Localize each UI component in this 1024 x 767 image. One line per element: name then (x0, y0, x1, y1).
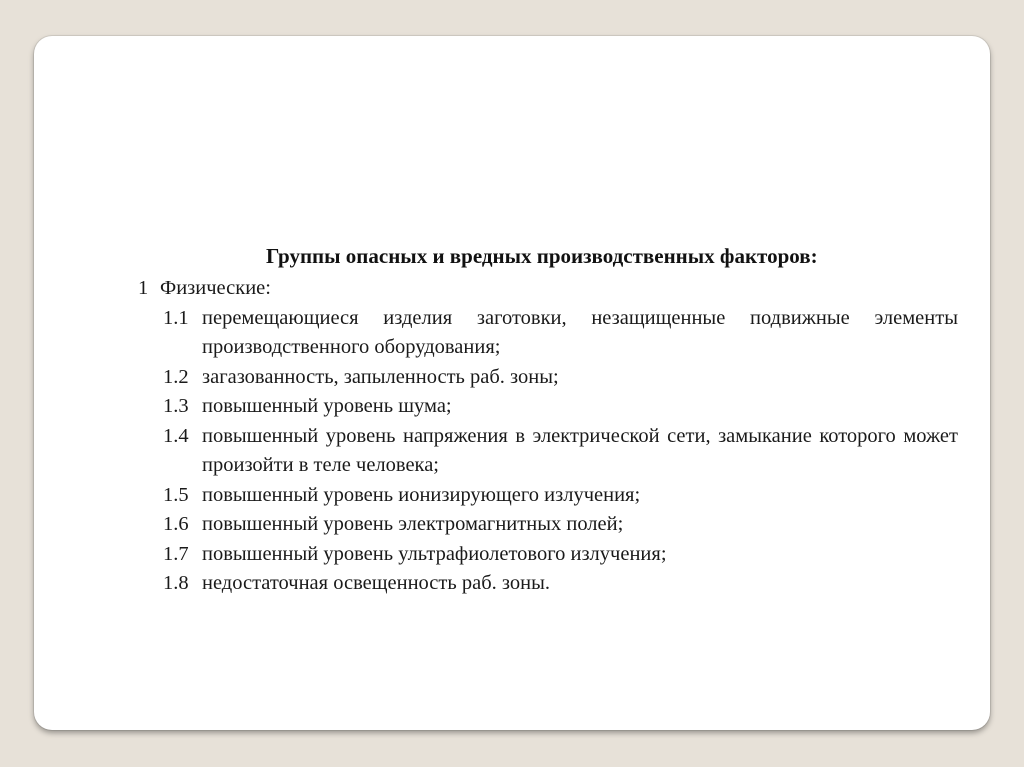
list-item (163, 540, 958, 570)
list-item-number: 1.8 (163, 572, 189, 594)
list-item-text: повышенный уровень электромагнитных полей; (202, 513, 624, 535)
list-item (163, 481, 958, 511)
list-item-text: загазованность, запыленность раб. зоны; (202, 365, 559, 388)
list-item-number: 1.6 (163, 513, 189, 535)
list-item-text: повышенный уровень ионизирующего излучения; (202, 483, 641, 506)
slide-card (34, 36, 990, 730)
list-item (163, 392, 958, 422)
list-item-number: 1.2 (163, 365, 189, 388)
list-item-number: 1.4 (163, 424, 189, 447)
category-number: 1 (138, 277, 149, 299)
list-item-text: повышенный уровень ультрафиолетового излучения; (202, 542, 667, 565)
list-item-number: 1.7 (163, 542, 189, 565)
list-item (163, 510, 958, 540)
list-item-text: повышенный уровень шума; (202, 395, 452, 417)
slide-content (138, 242, 958, 599)
factor-list (138, 304, 958, 599)
category-heading (138, 274, 958, 304)
page-title: Группы опасных и вредных производственных факторов: (266, 244, 818, 268)
list-item-text: перемещающиеся изделия заготовки, незащищенные подвижные элементы производственного оборудования; (202, 306, 958, 358)
list-item (163, 363, 958, 393)
list-item-text: повышенный уровень напряжения в электрической сети, замыкание которого может произойти в теле человека; (202, 424, 958, 476)
list-item-number: 1.1 (163, 306, 189, 329)
list-item-text: недостаточная освещенность раб. зоны. (202, 572, 550, 594)
list-item-number: 1.5 (163, 483, 189, 506)
category-label: Физические: (160, 277, 271, 299)
list-item (163, 304, 958, 363)
list-item-number: 1.3 (163, 395, 189, 417)
list-item (163, 569, 958, 599)
list-item (163, 422, 958, 481)
